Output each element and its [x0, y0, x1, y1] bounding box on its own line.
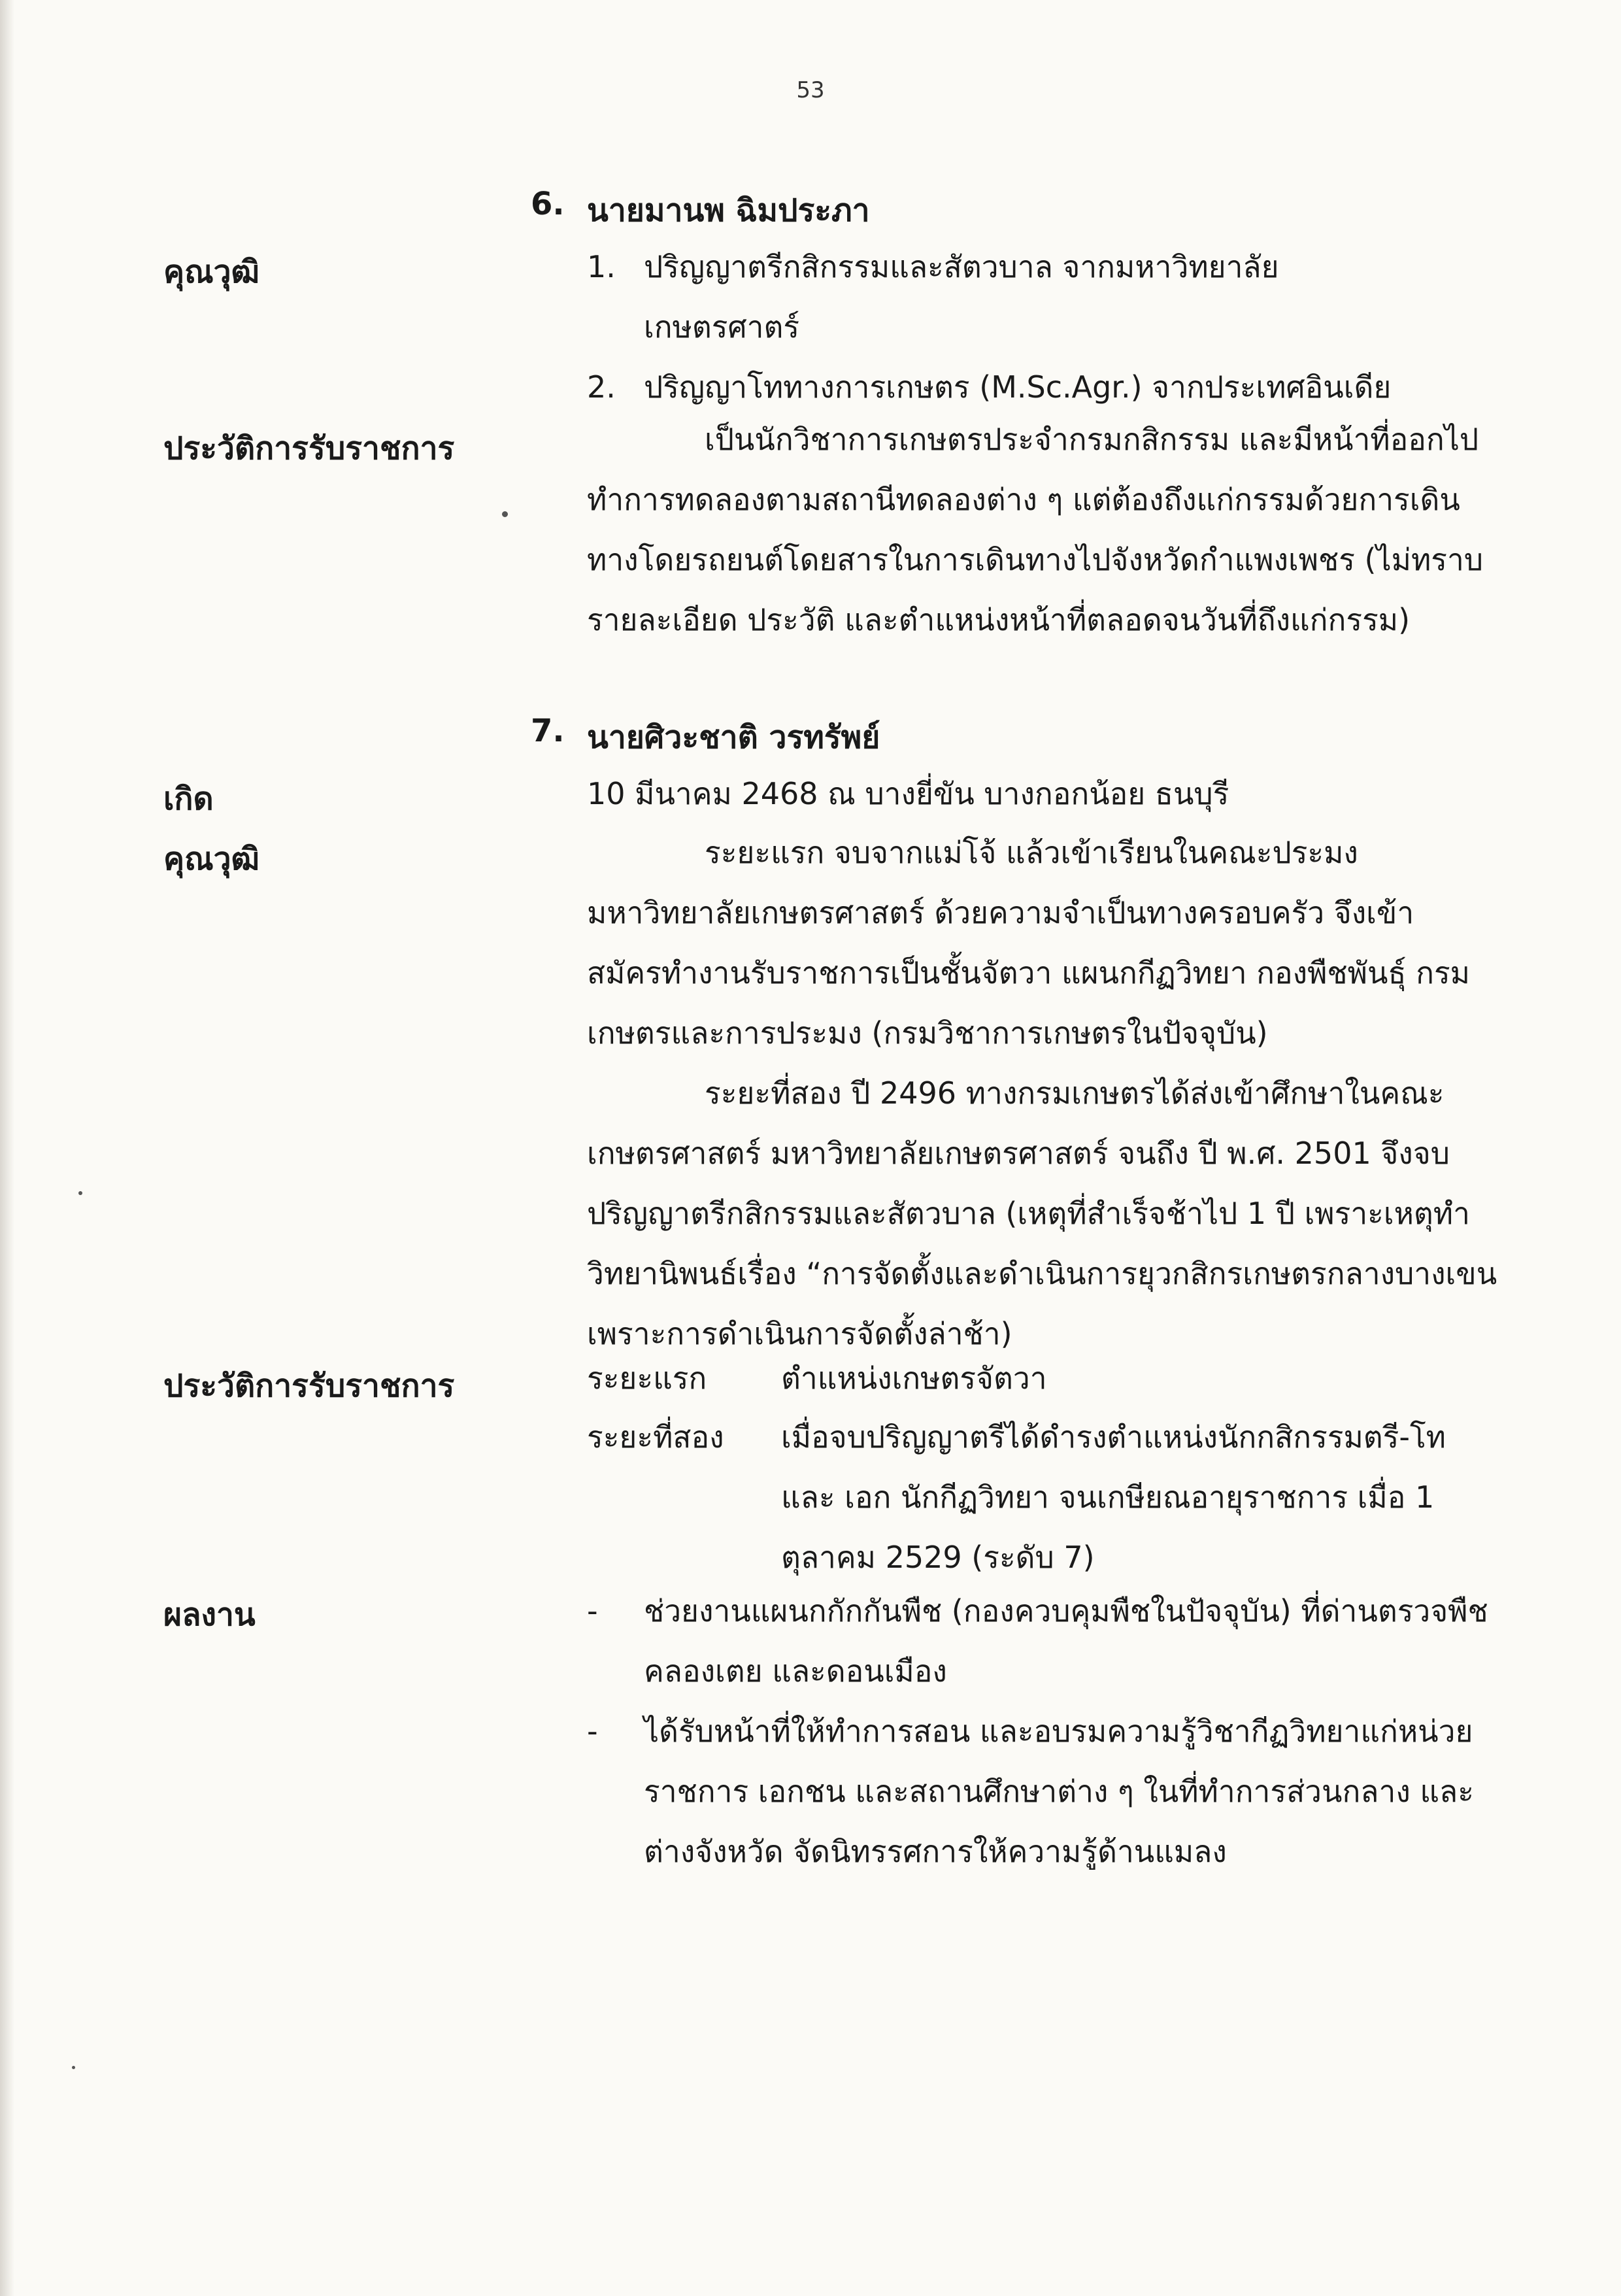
qualification-line: เกษตรและการประมง (กรมวิชาการเกษตรในปัจจุบัน)	[587, 1015, 1268, 1051]
qualification-item-text: ปริญญาโททางการเกษตร (M.Sc.Agr.) จากประเทศอินเดีย	[644, 369, 1392, 405]
qualification-item-number: 1.	[587, 249, 616, 284]
qualification-line: ระยะแรก จบจากแม่โจ้ แล้วเข้าเรียนในคณะประมง	[705, 835, 1358, 870]
work-line: ต่างจังหวัด จัดนิทรรศการให้ความรู้ด้านแมลง	[644, 1834, 1227, 1869]
service-detail-line: ตุลาคม 2529 (ระดับ 7)	[781, 1540, 1095, 1575]
service-detail	[781, 1407, 1446, 1587]
work-line: ราชการ เอกชน และสถานศึกษาต่าง ๆ ในที่ทำการส่วนกลาง และ	[644, 1774, 1474, 1809]
section-6-number: 6.	[531, 186, 565, 222]
service-detail-line: และ เอก นักกีฏวิทยา จนเกษียณอายุราชการ เมื่อ 1	[781, 1479, 1435, 1515]
work-item-text	[644, 1701, 1474, 1882]
service-line-text: เป็นนักวิชาการเกษตรประจำกรมกสิกรรม และมีหน้าที่ออกไป	[705, 422, 1479, 457]
section-6-service-label: ประวัติการรับราชการ	[163, 430, 455, 467]
service-period: ระยะแรก	[587, 1360, 707, 1396]
section-6-service-text	[587, 409, 1510, 650]
qualification-line: เกษตรศาตร์	[644, 309, 800, 345]
work-item-text	[644, 1581, 1488, 1701]
scan-edge-shadow	[0, 0, 14, 2296]
work-bullet: -	[587, 1714, 598, 1749]
qualification-line: วิทยานิพนธ์เรื่อง “การจัดตั้งและดำเนินการยุวกสิกรเกษตรกลางบางเขน	[587, 1256, 1497, 1291]
qualification-item-number: 2.	[587, 369, 616, 405]
service-detail: ตำแหน่งเกษตรจัตวา	[781, 1360, 1047, 1396]
work-line: ช่วยงานแผนกกักกันพืช (กองควบคุมพืชในปัจจุบัน) ที่ด่านตรวจพืช	[644, 1593, 1488, 1629]
work-line: คลองเตย และดอนเมือง	[644, 1653, 947, 1689]
service-line: ทำการทดลองตามสถานีทดลองต่าง ๆ แต่ต้องถึงแก่กรรมด้วยการเดิน	[587, 482, 1460, 517]
section-6-qualification-label: คุณวุฒิ	[163, 254, 259, 290]
service-detail-line: เมื่อจบปริญญาตรีได้ดำรงตำแหน่งนักกสิกรรมตรี-โท	[781, 1419, 1446, 1455]
service-period: ระยะที่สอง	[587, 1419, 724, 1455]
qualification-line: ปริญญาตรีกสิกรรมและสัตวบาล จากมหาวิทยาลัย	[644, 249, 1279, 284]
work-bullet: -	[587, 1593, 598, 1629]
section-7-name: นายศิวะชาติ วรทรัพย์	[587, 719, 880, 756]
section-7-service-label: ประวัติการรับราชการ	[163, 1368, 455, 1404]
qualification-line: เพราะการดำเนินการจัดตั้งล่าช้า)	[587, 1316, 1012, 1351]
work-line: ได้รับหน้าที่ให้ทำการสอน และอบรมความรู้วิชากีฏวิทยาแก่หน่วย	[644, 1714, 1473, 1749]
qualification-item-text	[644, 237, 1279, 357]
scan-speck	[72, 2066, 75, 2069]
section-7-born-label: เกิด	[163, 781, 214, 817]
service-line: ทางโดยรถยนต์โดยสารในการเดินทางไปจังหวัดกำแพงเพชร (ไม่ทราบ	[587, 542, 1484, 577]
section-6-name: นายมานพ ฉิมประภา	[587, 192, 870, 229]
qualification-line: ระยะที่สอง ปี 2496 ทางกรมเกษตรได้ส่งเข้าศึกษาในคณะ	[705, 1075, 1445, 1111]
section-7-works-label: ผลงาน	[163, 1596, 256, 1633]
section-7-qualification-text	[587, 822, 1510, 1364]
service-line: รายละเอียด ประวัติ และตำแหน่งหน้าที่ตลอดจนวันที่ถึงแก่กรรม)	[587, 602, 1411, 637]
qualification-line: มหาวิทยาลัยเกษตรศาสตร์ ด้วยความจำเป็นทางครอบครัว จึงเข้า	[587, 895, 1414, 930]
qualification-line: เกษตรศาสตร์ มหาวิทยาลัยเกษตรศาสตร์ จนถึง ปี พ.ศ. 2501 จึงจบ	[587, 1136, 1450, 1171]
qualification-line: สมัครทำงานรับราชการเป็นชั้นจัตวา แผนกกีฏวิทยา กองพืชพันธุ์ กรม	[587, 955, 1470, 990]
section-7-qualification-label: คุณวุฒิ	[163, 841, 259, 877]
service-line	[587, 409, 1510, 469]
scan-speck	[78, 1191, 82, 1195]
scan-speck	[502, 511, 508, 517]
qualification-line: ปริญญาตรีกสิกรรมและสัตวบาล (เหตุที่สำเร็จช้าไป 1 ปี เพราะเหตุทำ	[587, 1196, 1470, 1231]
section-7-number: 7.	[531, 713, 565, 749]
section-7-born-value: 10 มีนาคม 2468 ณ บางยี่ขัน บางกอกน้อย ธนบุรี	[587, 776, 1229, 811]
page-number: 53	[796, 77, 825, 103]
